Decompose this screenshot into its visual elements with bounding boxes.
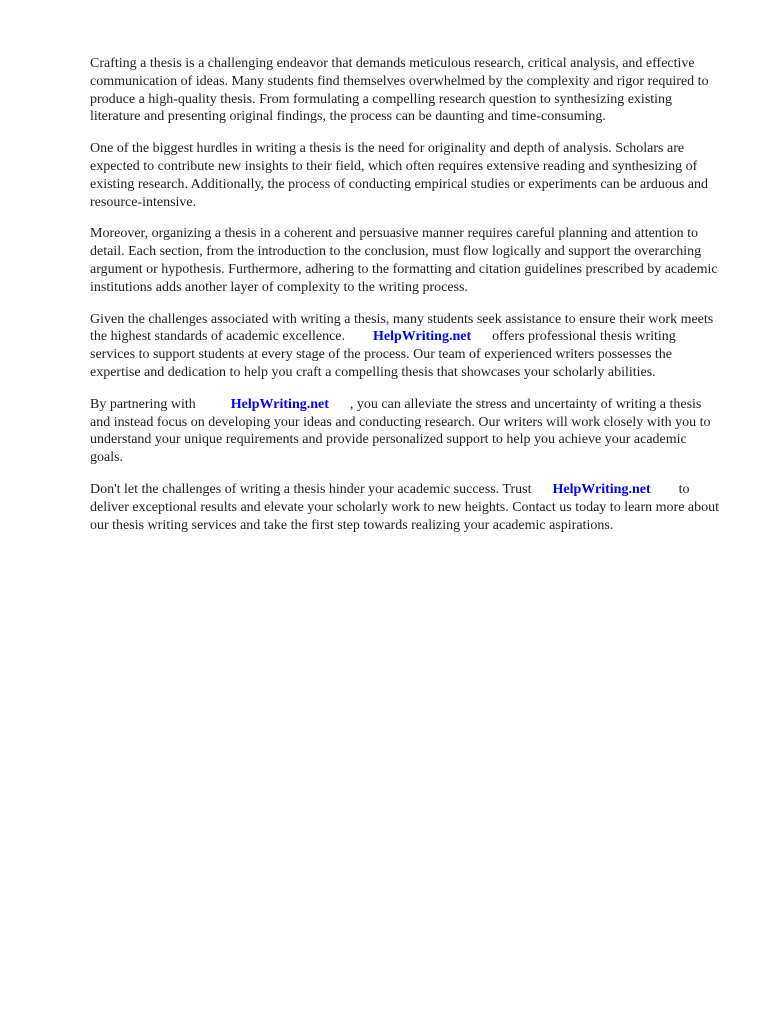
paragraph: [90, 140, 722, 211]
paragraph-text: One of the biggest hurdles in writing a thesis is the need for originality and depth of analysis. Scholars are expected to contribute new insights to their field, which often requires extensive reading and synthesizing of existing research. Additionally, the process of conducting empirical studies or experiments can be arduous and resource-intensive.: [90, 141, 709, 210]
document-text-block: [90, 55, 722, 548]
paragraph-text: Don't let the challenges of writing a thesis hinder your academic success. Trust: [90, 481, 553, 497]
paragraph-text: offers professional thesis writing services to support students at every stage of the process. Our team of experienced writers possesses the expertise and dedication to help you craft a compelling thesis that showcases your scholarly abilities.: [90, 329, 676, 380]
paragraph-text: , you can alleviate the stress and uncertainty of writing a thesis and instead focus on developing your ideas and conducting research. Our writers will work closely with you to understand your unique requirements and provide personalized support to help you achieve your academic goals.: [90, 396, 711, 466]
helpwriting-link[interactable]: HelpWriting.net: [552, 481, 651, 497]
paragraph: [90, 225, 722, 296]
paragraph-text: By partnering with: [90, 396, 231, 412]
paragraph-text: Given the challenges associated with writing a thesis, many students seek assistance to ensure their work meets the highest standards of academic excellence.: [90, 311, 714, 345]
paragraph-text: to deliver exceptional results and elevate your scholarly work to new heights. Contact us today to learn more about our thesis writing services and take the first step towards realizing your academic aspirations.: [90, 481, 720, 533]
paragraph: [90, 396, 722, 467]
paragraph-text: Moreover, organizing a thesis in a coherent and persuasive manner requires careful planning and attention to detail. Each section, from the introduction to the conclusion, must flow logically and support the overarching argument or hypothesis. Furthermore, adhering to the formatting and citation guidelines prescribed by academic institutions adds another layer of complexity to the writing process.: [90, 226, 718, 295]
paragraph-text: Crafting a thesis is a challenging endeavor that demands meticulous research, critical analysis, and effective communication of ideas. Many students find themselves overwhelmed by the complexity and rigor required to produce a high-quality thesis. From formulating a compelling research question to synthesizing existing literature and presenting original findings, the process can be daunting and time-consuming.: [90, 56, 709, 125]
paragraph: [90, 55, 722, 126]
paragraph: [90, 311, 722, 382]
helpwriting-link[interactable]: HelpWriting.net: [373, 329, 472, 345]
helpwriting-link[interactable]: HelpWriting.net: [230, 396, 329, 412]
paragraph: [90, 481, 722, 534]
